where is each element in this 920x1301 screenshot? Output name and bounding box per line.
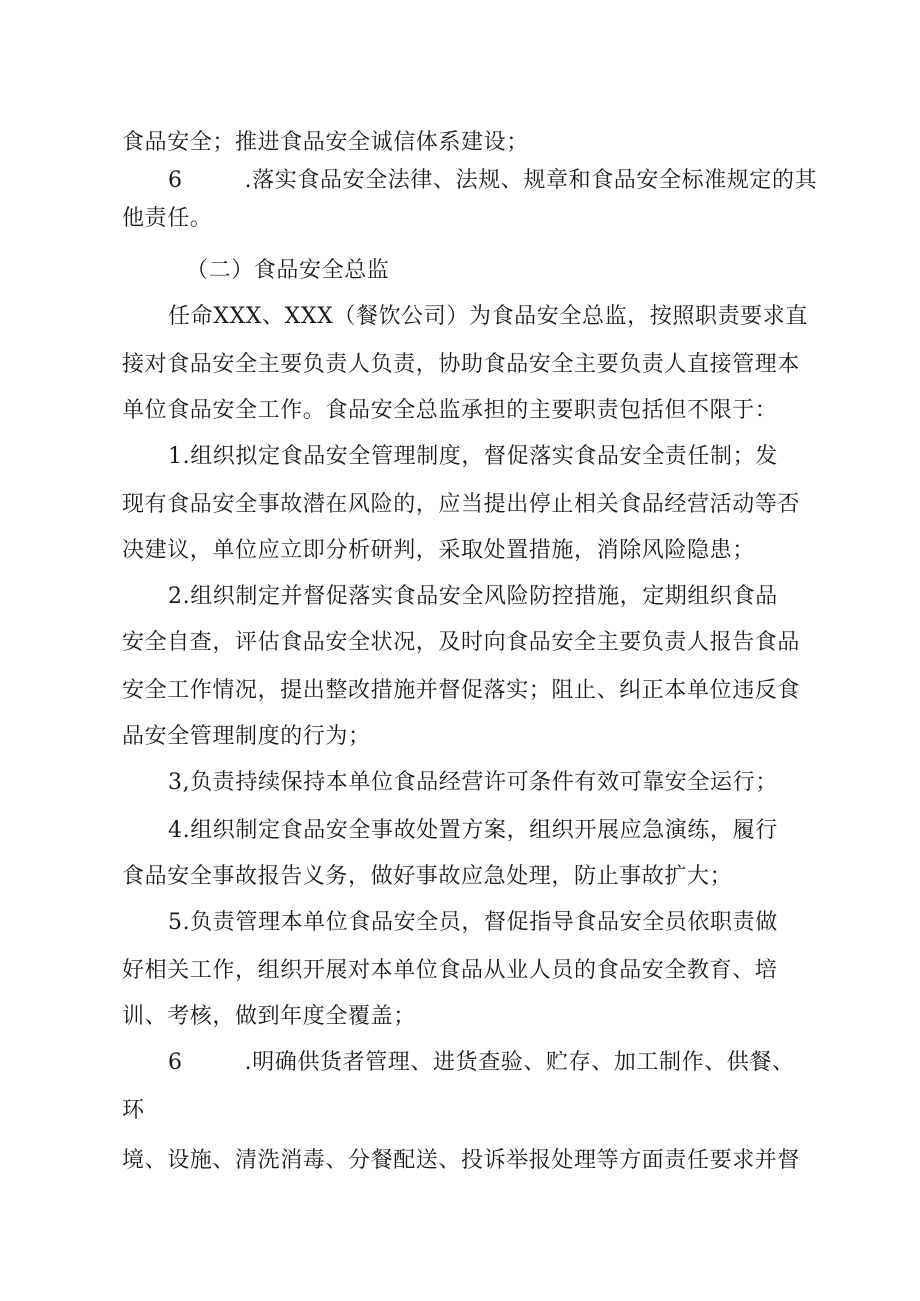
list-item-3: 3,负责持续保持本单位食品经营许可条件有效可靠安全运行； [168, 770, 778, 795]
paragraph-line: 安全自查，评估食品安全状况，及时向食品安全主要负责人报告食品 [122, 630, 801, 655]
paragraph-line: 现有食品安全事故潜在风险的，应当提出停止相关食品经营活动等否 [122, 492, 801, 517]
list-item-4: 4.组织制定食品安全事故处置方案，组织开展应急演练，履行 [168, 818, 778, 843]
list-item-1: 1.组织拟定食品安全管理制度，督促落实食品安全责任制；发 [168, 444, 778, 469]
body-text-line: 他责任。 [122, 206, 213, 231]
paragraph-line: 好相关工作，组织开展对本单位食品从业人员的食品安全教育、培 [122, 958, 778, 983]
list-item-6-second: 6 .明确供货者管理、进货查验、贮存、加工制作、供餐、 [168, 1050, 795, 1075]
section-heading: （二）食品安全总监 [186, 258, 390, 283]
paragraph-line: 接对食品安全主要负责人负责，协助食品安全主要负责人直接管理本 [122, 352, 801, 377]
paragraph-line: 训、考核，做到年度全覆盖； [122, 1004, 416, 1029]
paragraph-line: 任命XXX、XXX（餐饮公司）为食品安全总监，按照职责要求直 [168, 304, 808, 329]
paragraph-line: 环 [122, 1098, 145, 1123]
paragraph-line: 单位食品安全工作。食品安全总监承担的主要职责包括但不限于： [122, 398, 778, 423]
list-item-6-first: 6 .落实食品安全法律、法规、规章和食品安全标准规定的其 [168, 168, 818, 193]
list-item-2: 2.组织制定并督促落实食品安全风险防控措施，定期组织食品 [168, 584, 778, 609]
list-number: 6 [168, 168, 183, 193]
body-text-line: 食品安全；推进食品安全诚信体系建设； [122, 130, 529, 155]
paragraph-line: 食品安全事故报告义务，做好事故应急处理，防止事故扩大； [122, 864, 733, 889]
paragraph-line: 安全工作情况，提出整改措施并督促落实；阻止、纠正本单位违反食 [122, 678, 801, 703]
list-number: 6 [168, 1050, 183, 1075]
paragraph-line: 境、设施、清洗消毒、分餐配送、投诉举报处理等方面责任要求并督 [122, 1148, 801, 1173]
paragraph-line: 品安全管理制度的行为； [122, 724, 371, 749]
list-item-5: 5.负责管理本单位食品安全员，督促指导食品安全员依职责做 [168, 910, 778, 935]
paragraph-line: 决建议，单位应立即分析研判，采取处置措施，消除风险隐患； [122, 538, 755, 563]
